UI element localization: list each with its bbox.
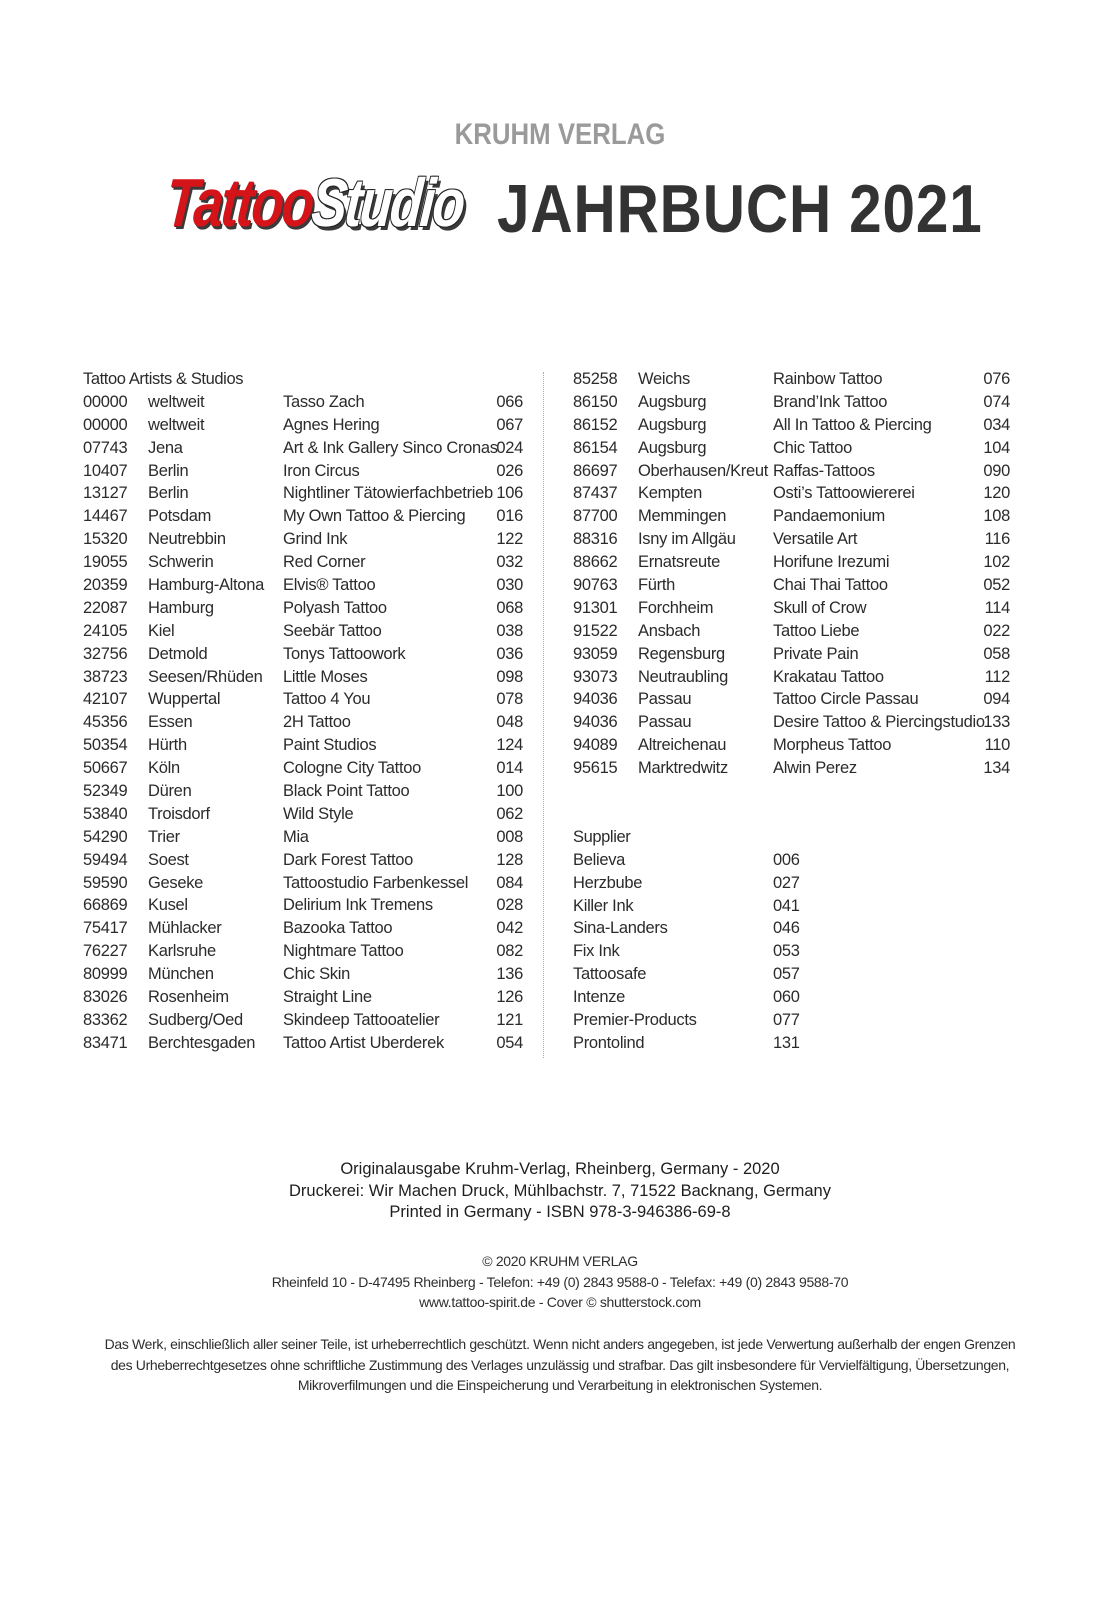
page-number: 062 [496,804,523,823]
copyright-block [0,1251,1120,1313]
page-number: 104 [983,438,1010,457]
supplier-name: Sina-Landers [573,919,668,938]
studio-name: Skindeep Tattooatelier [283,1010,440,1029]
city-name: Neutraubling [638,667,728,686]
postal-code: 83471 [83,1033,128,1052]
postal-code: 15320 [83,530,128,549]
index-row [83,1032,523,1055]
city-name: Schwerin [148,553,214,572]
studio-name: Mia [283,827,309,846]
page-number: 124 [496,736,523,755]
page-number: 054 [496,1033,523,1052]
index-row [573,528,1018,551]
city-name: Seesen/Rhüden [148,667,263,686]
page-number: 121 [496,1010,523,1029]
studio-name: Chic Tattoo [773,438,852,457]
index-row [573,620,1018,643]
studio-name: Private Pain [773,644,859,663]
page-number: 131 [773,1033,800,1052]
postal-code: 59494 [83,850,128,869]
city-name: weltweit [148,392,205,411]
index-row [573,757,1018,780]
city-name: Augsburg [638,392,707,411]
website-line: www.tattoo-spirit.de - Cover © shutterstock.com [419,1294,701,1310]
city-name: Isny im Allgäu [638,530,736,549]
studio-name: Polyash Tattoo [283,598,387,617]
page-number: 058 [983,644,1010,663]
studio-name: Rainbow Tattoo [773,370,883,388]
page-number: 027 [773,873,800,892]
index-row [83,551,523,574]
postal-code: 91522 [573,621,618,640]
page-number: 041 [773,896,800,915]
postal-code: 50667 [83,759,128,778]
page-number: 026 [496,461,523,480]
postal-code: 13127 [83,484,128,503]
supplier-name: Prontolind [573,1033,645,1052]
imprint-line: Printed in Germany - ISBN 978-3-946386-69-8 [389,1203,731,1221]
index-row [83,620,523,643]
studio-name: Red Corner [283,553,366,572]
page-number: 136 [496,965,523,984]
postal-code: 83026 [83,988,128,1007]
city-name: Passau [638,713,692,732]
city-name: Potsdam [148,507,212,526]
page-number: 034 [983,415,1010,434]
index-row [83,872,523,895]
studio-name: 2H Tattoo [283,713,351,732]
page-number: 126 [496,988,523,1007]
column-divider [543,372,544,1058]
supplier-row [573,849,1018,872]
studio-name: Morpheus Tattoo [773,736,892,755]
index-row [83,505,523,528]
section-title-supplier: Supplier [573,827,631,846]
supplier-name: Herzbube [573,873,643,892]
index-row [83,688,523,711]
index-row [83,894,523,917]
supplier-name: Killer Ink [573,896,634,915]
postal-code: 80999 [83,965,128,984]
studio-name: Cologne City Tattoo [283,759,421,778]
studio-name: My Own Tattoo & Piercing [283,507,466,526]
postal-code: 86152 [573,415,618,434]
postal-code: 54290 [83,827,128,846]
studio-name: Dark Forest Tattoo [283,850,414,869]
page-number: 082 [496,942,523,961]
index-row [83,711,523,734]
postal-code: 85258 [573,370,618,388]
page-title: JAHRBUCH 2021 [497,171,983,247]
page-number: 112 [984,667,1010,686]
postal-code: 50354 [83,736,128,755]
page-number: 038 [496,621,523,640]
page-number: 028 [496,896,523,915]
index-row [83,780,523,803]
postal-code: 95615 [573,759,618,778]
city-name: Rosenheim [148,988,229,1007]
page-number: 094 [983,690,1010,709]
studio-name: Art & Ink Gallery Sinco Cronas [283,438,498,457]
index-row [573,482,1018,505]
postal-code: 75417 [83,919,128,938]
postal-code: 94089 [573,736,618,755]
city-name: Wuppertal [148,690,221,709]
studio-name: Iron Circus [283,461,360,480]
studio-name: Black Point Tattoo [283,782,410,801]
copyright-line: © 2020 KRUHM VERLAG [482,1253,638,1269]
index-row [573,460,1018,483]
index-row [573,711,1018,734]
legal-line: des Urheberrechtgesetzes ohne schriftliche Zustimmung des Verlages unzulässig und strafbar. Das gilt insbesondere für Vervielfältigung, Übersetzungen, [110,1356,1010,1373]
postal-code: 07743 [83,438,128,457]
studio-name: Horifune Irezumi [773,553,890,572]
postal-code: 83362 [83,1010,128,1029]
studio-name: Tattoo Circle Passau [773,690,919,709]
page-number: 133 [983,713,1010,732]
postal-code: 86150 [573,392,618,411]
postal-code: 94036 [573,713,618,732]
page-number: 077 [773,1010,800,1029]
page-number: 057 [773,965,800,984]
city-name: Geseke [148,873,204,892]
supplier-row [573,963,1018,986]
studio-name: Skull of Crow [773,598,867,617]
postal-code: 93073 [573,667,618,686]
imprint-block [0,1159,1120,1224]
studio-name: Wild Style [283,804,354,823]
index-row [83,597,523,620]
postal-code: 86154 [573,438,618,457]
studio-name: Pandaemonium [773,507,885,526]
index-row [83,460,523,483]
city-name: Regensburg [638,644,725,663]
page-number: 042 [496,919,523,938]
city-name: Köln [148,759,180,778]
studio-name: Chic Skin [283,965,350,984]
page-number: 106 [496,484,523,503]
studio-name: Osti’s Tattoowiererei [773,484,915,503]
postal-code: 42107 [83,690,128,709]
studio-name: Grind Ink [283,530,348,549]
supplier-row [573,986,1018,1009]
city-name: Detmold [148,644,208,663]
postal-code: 94036 [573,690,618,709]
index-row [83,963,523,986]
page-number: 116 [984,530,1010,549]
supplier-row [573,872,1018,895]
supplier-name: Believa [573,850,626,869]
studio-name: Desire Tattoo & Piercingstudio [773,713,985,732]
studio-name: Tattoo Liebe [773,621,860,640]
index-row [573,368,1018,391]
postal-code: 20359 [83,576,128,595]
page-number: 008 [496,827,523,846]
city-name: Memmingen [638,507,727,526]
page-number: 098 [496,667,523,686]
index-row [83,482,523,505]
city-name: Kiel [148,621,175,640]
postal-code: 88316 [573,530,618,549]
city-name: Neutrebbin [148,530,226,549]
index-row [573,551,1018,574]
studio-name: Nightmare Tattoo [283,942,404,961]
index-row [83,849,523,872]
postal-code: 90763 [573,576,618,595]
index-row [573,643,1018,666]
postal-code: 45356 [83,713,128,732]
studio-name: Raffas-Tattoos [773,461,875,480]
studio-name: Versatile Art [773,530,858,549]
index-row [83,414,523,437]
supplier-name: Premier-Products [573,1010,697,1029]
page-number: 090 [983,461,1010,480]
city-name: Oberhausen/Kreut [638,461,769,480]
index-row [83,528,523,551]
city-name: Passau [638,690,692,709]
city-name: Düren [148,782,192,801]
index-row [83,437,523,460]
supplier-name: Intenze [573,988,626,1007]
index-row [83,391,523,414]
supplier-row [573,895,1018,918]
index-row [573,391,1018,414]
index-row [83,643,523,666]
city-name: Sudberg/Oed [148,1010,243,1029]
city-name: Weichs [638,370,690,388]
tattoostudio-logo [162,165,471,241]
supplier-row [573,917,1018,940]
city-name: Jena [148,438,183,457]
page-number: 074 [983,392,1010,411]
section-title-artists: Tattoo Artists & Studios [83,370,244,388]
artists-index-right-column [573,368,1018,1055]
city-name: Altreichenau [638,736,727,755]
index-row [573,666,1018,689]
page-number: 030 [496,576,523,595]
postal-code: 10407 [83,461,128,480]
postal-code: 22087 [83,598,128,617]
index-row [83,826,523,849]
page-number: 048 [496,713,523,732]
index-row [83,986,523,1009]
city-name: Berchtesgaden [148,1033,256,1052]
postal-code: 87437 [573,484,618,503]
page-number: 032 [496,553,523,572]
index-row [83,1009,523,1032]
studio-name: Tattoo 4 You [283,690,371,709]
city-name: Trier [148,827,180,846]
city-name: Forchheim [638,598,714,617]
legal-line: Mikroverfilmungen und die Einspeicherung und Verarbeitung in elektronischen Systemen. [297,1377,823,1393]
city-name: Mühlacker [148,919,222,938]
page-number: 006 [773,850,800,869]
studio-name: Tattoostudio Farbenkessel [283,873,469,892]
city-name: Troisdorf [148,804,210,823]
index-row [573,688,1018,711]
page-number: 084 [496,873,523,892]
address-line: Rheinfeld 10 - D-47495 Rheinberg - Telefon: +49 (0) 2843 9588-0 - Telefax: +49 (0) 2843 9588-70 [271,1273,849,1290]
index-row [573,437,1018,460]
postal-code: 76227 [83,942,128,961]
city-name: weltweit [148,415,205,434]
city-name: Essen [148,713,193,732]
index-row [573,597,1018,620]
page-number: 078 [496,690,523,709]
postal-code: 24105 [83,621,128,640]
postal-code: 87700 [573,507,618,526]
page-number: 134 [983,759,1010,778]
supplier-row [573,1032,1018,1055]
page-number: 066 [496,392,523,411]
supplier-row [573,1009,1018,1032]
page-number: 046 [773,919,800,938]
studio-name: Seebär Tattoo [283,621,382,640]
supplier-name: Fix Ink [573,942,620,961]
city-name: Marktredwitz [638,759,728,778]
city-name: Ernatsreute [638,553,720,572]
page-number: 024 [496,438,523,457]
postal-code: 53840 [83,804,128,823]
index-row [83,803,523,826]
studio-name: Tattoo Artist Uberderek [283,1033,444,1052]
page-number: 110 [984,736,1010,755]
city-name: Hürth [148,736,187,755]
studio-name: Straight Line [283,988,372,1007]
supplier-row [573,940,1018,963]
postal-code: 32756 [83,644,128,663]
page-number: 128 [496,850,523,869]
studio-name: Brand’Ink Tattoo [773,392,888,411]
page-number: 114 [984,598,1010,617]
page-number: 060 [773,988,800,1007]
page-number: 052 [983,576,1010,595]
masthead [0,165,1120,248]
studio-name: Elvis® Tattoo [283,576,376,595]
page-number: 036 [496,644,523,663]
studio-name: Krakatau Tattoo [773,667,884,686]
postal-code: 19055 [83,553,128,572]
studio-name: Little Moses [283,667,368,686]
artists-index-left-column [83,368,523,1055]
index-row [83,574,523,597]
city-name: Kusel [148,896,188,915]
studio-name: Tonys Tattoowork [283,644,406,663]
postal-code: 38723 [83,667,128,686]
city-name: Hamburg-Altona [148,576,264,595]
studio-name: All In Tattoo & Piercing [773,415,932,434]
page-number: 014 [496,759,523,778]
postal-code: 86697 [573,461,618,480]
studio-name: Bazooka Tattoo [283,919,393,938]
city-name: Ansbach [638,621,701,640]
imprint-line: Druckerei: Wir Machen Druck, Mühlbachstr. 7, 71522 Backnang, Germany [289,1181,831,1200]
page-number: 122 [496,530,523,549]
studio-name: Chai Thai Tattoo [773,576,888,595]
studio-name: Nightliner Tätowierfachbetrieb [283,484,493,503]
city-name: Berlin [148,461,189,480]
city-name: Karlsruhe [148,942,216,961]
index-row [83,734,523,757]
page-number: 108 [983,507,1010,526]
city-name: Kempten [638,484,702,503]
city-name: Fürth [638,576,676,595]
page-number: 120 [983,484,1010,503]
city-name: Berlin [148,484,189,503]
city-name: Augsburg [638,415,707,434]
studio-name: Delirium Ink Tremens [283,896,433,915]
page-number: 102 [983,553,1010,572]
legal-notice [0,1334,1120,1396]
page-number: 067 [496,415,523,434]
index-row [573,414,1018,437]
studio-name: Tasso Zach [283,392,365,411]
index-row [573,734,1018,757]
index-row [83,757,523,780]
city-name: München [148,965,214,984]
logo-word-studio: Studio [308,165,467,241]
postal-code: 14467 [83,507,128,526]
studio-name: Agnes Hering [283,415,380,434]
publisher-name: KRUHM VERLAG [454,118,666,151]
page-number: 100 [496,782,523,801]
page-number: 076 [983,370,1010,388]
index-row [83,666,523,689]
postal-code: 91301 [573,598,618,617]
postal-code: 93059 [573,644,618,663]
studio-name: Paint Studios [283,736,377,755]
postal-code: 59590 [83,873,128,892]
imprint-line: Originalausgabe Kruhm-Verlag, Rheinberg, Germany - 2020 [340,1160,780,1178]
index-row [83,917,523,940]
city-name: Soest [148,850,189,869]
logo-word-tattoo: Tattoo [162,165,316,241]
index-row [573,505,1018,528]
index-row [83,940,523,963]
postal-code: 52349 [83,782,128,801]
page-number: 068 [496,598,523,617]
page-number: 022 [983,621,1010,640]
postal-code: 88662 [573,553,618,572]
studio-name: Alwin Perez [773,759,857,778]
legal-line: Das Werk, einschließlich aller seiner Teile, ist urheberrechtlich geschützt. Wenn nicht anders angegeben, ist jede Verwertung außerhalb der engen Grenzen [104,1336,1016,1352]
city-name: Augsburg [638,438,707,457]
postal-code: 00000 [83,392,128,411]
page-number: 016 [496,507,523,526]
postal-code: 00000 [83,415,128,434]
city-name: Hamburg [148,598,214,617]
supplier-name: Tattoosafe [573,965,647,984]
index-row [573,574,1018,597]
page-number: 053 [773,942,800,961]
postal-code: 66869 [83,896,128,915]
